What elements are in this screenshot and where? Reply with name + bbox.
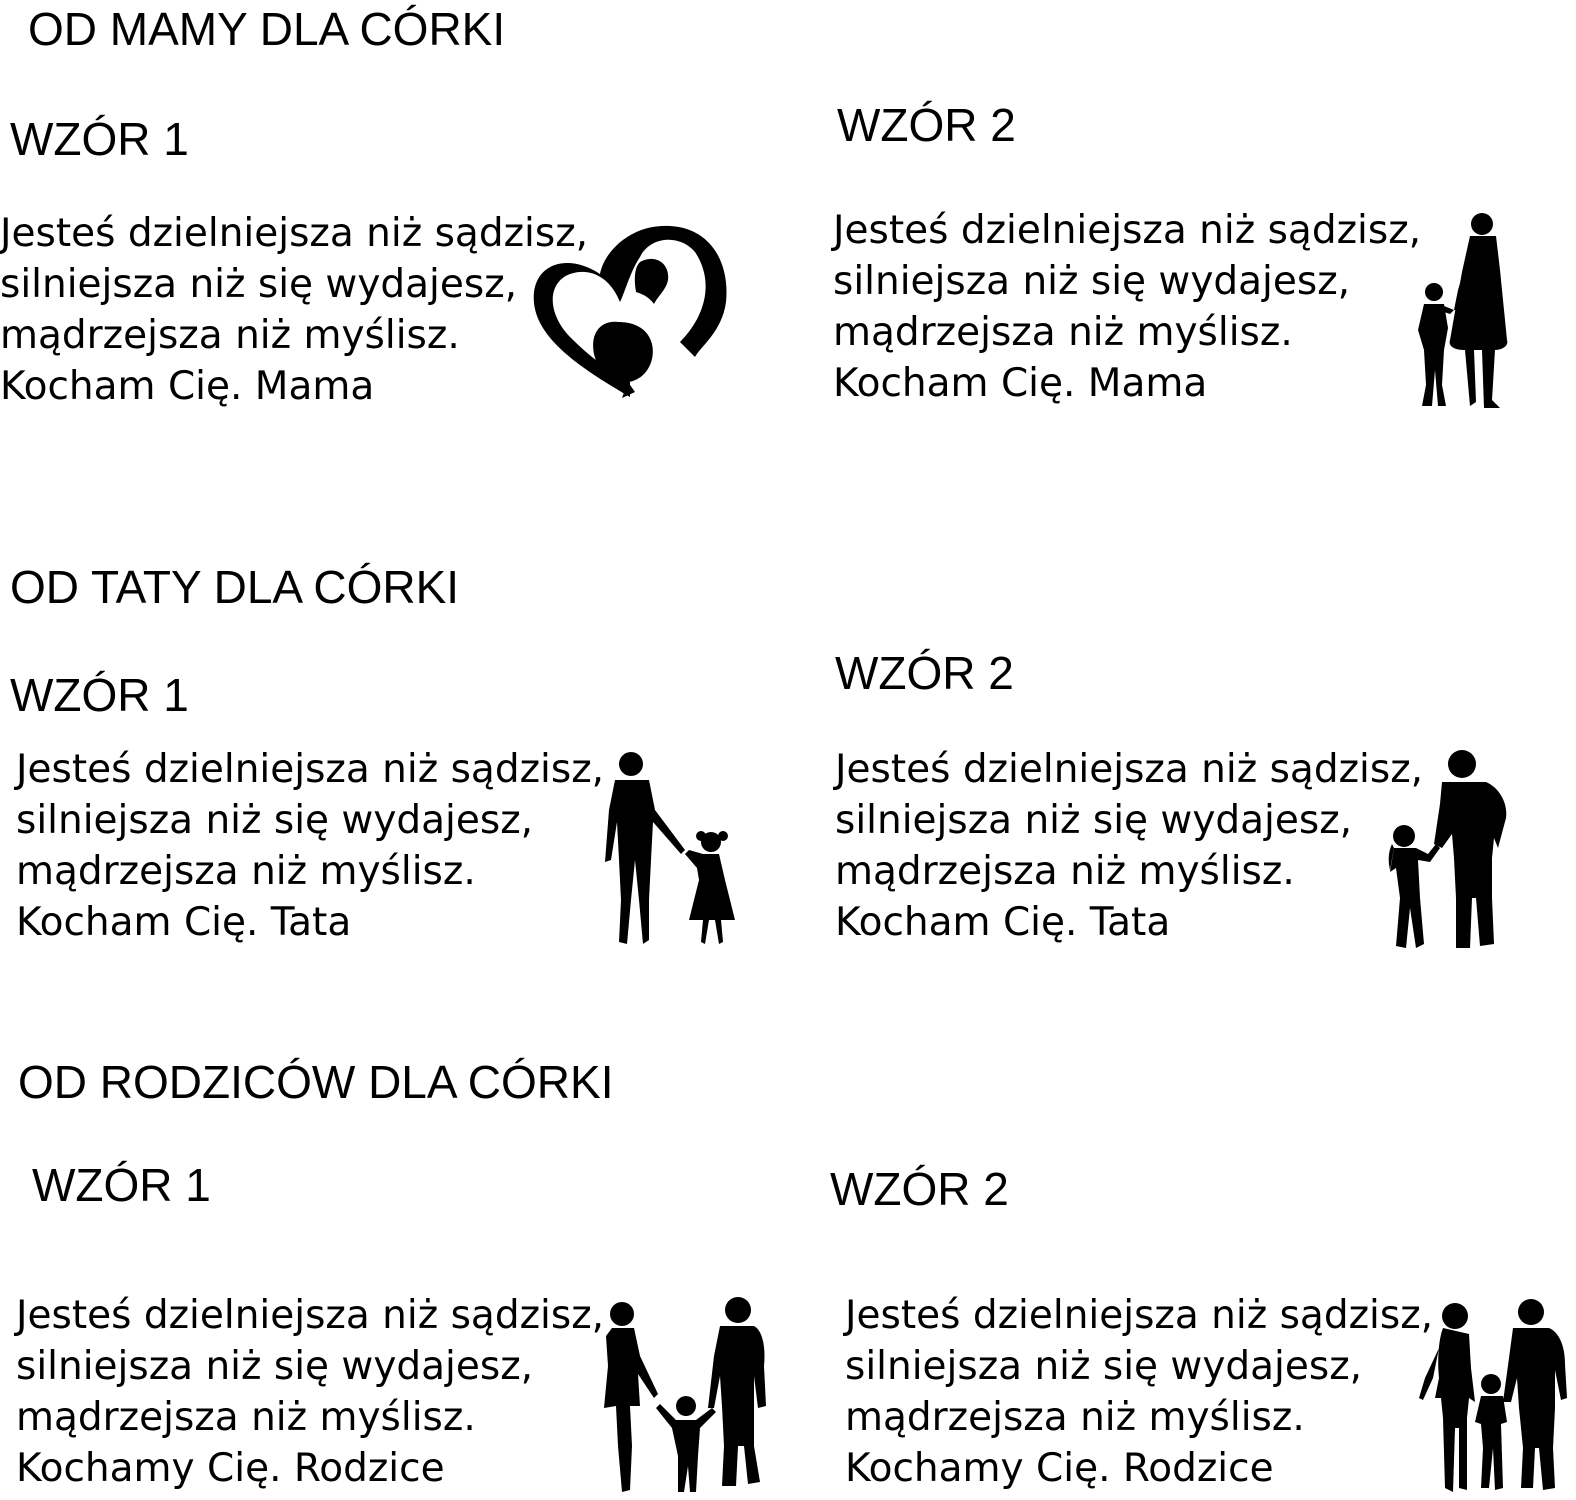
dedication-line: mądrzejsza niż myślisz. [845, 1395, 1305, 1440]
pattern-label: WZÓR 2 [830, 1163, 1009, 1215]
dedication-line: Kochamy Cię. Rodzice [16, 1446, 445, 1491]
dedication-line: Kocham Cię. Tata [835, 900, 1171, 945]
pattern-label: WZÓR 1 [32, 1159, 211, 1211]
dedication-line: silniejsza niż się wydajesz, [16, 1344, 534, 1389]
dedication-line: Kocham Cię. Mama [833, 361, 1208, 406]
dedication-line: mądrzejsza niż myślisz. [16, 1395, 476, 1440]
dedication-line: silniejsza niż się wydajesz, [845, 1344, 1363, 1389]
section-title-mama: OD MAMY DLA CÓRKI [28, 3, 506, 55]
dedication-line: silniejsza niż się wydajesz, [833, 259, 1351, 304]
section-title-tata: OD TATY DLA CÓRKI [10, 561, 460, 613]
dedication-line: Jesteś dzielniejsza niż sądzisz, [16, 747, 605, 792]
dedication-line: mądrzejsza niż myślisz. [833, 310, 1293, 355]
dedication-line: mądrzejsza niż myślisz. [0, 313, 460, 358]
dedication-line: mądrzejsza niż myślisz. [16, 849, 476, 894]
dedication-line: mądrzejsza niż myślisz. [835, 849, 1295, 894]
dedication-line: Kocham Cię. Tata [16, 900, 352, 945]
dedication-text [16, 1290, 604, 1494]
pattern-label: WZÓR 2 [835, 647, 1014, 699]
parents-daughter-holding-hands-icon [600, 1296, 772, 1494]
dedication-line: Kochamy Cię. Rodzice [845, 1446, 1274, 1491]
dedication-line: Jesteś dzielniejsza niż sądzisz, [0, 211, 589, 256]
dedication-text [835, 744, 1423, 948]
section-title-rodzice: OD RODZICÓW DLA CÓRKI [18, 1056, 614, 1108]
dedication-line: silniejsza niż się wydajesz, [0, 262, 518, 307]
dedication-line: silniejsza niż się wydajesz, [835, 798, 1353, 843]
dedication-line: Jesteś dzielniejsza niż sądzisz, [835, 747, 1424, 792]
dedication-line: Kocham Cię. Mama [0, 364, 375, 409]
dedication-line: Jesteś dzielniejsza niż sądzisz, [833, 208, 1422, 253]
father-daughter-walking-icon [1382, 748, 1512, 954]
dedication-text [833, 205, 1421, 409]
dedication-line: Jesteś dzielniejsza niż sądzisz, [845, 1293, 1434, 1338]
dedication-text [845, 1290, 1433, 1494]
dedication-line: Jesteś dzielniejsza niż sądzisz, [16, 1293, 605, 1338]
mother-child-heart-icon [530, 222, 730, 402]
father-daughter-holding-hands-icon [605, 750, 740, 948]
pattern-label: WZÓR 1 [10, 113, 189, 165]
dedication-text [0, 208, 588, 412]
parents-child-walking-icon [1415, 1298, 1575, 1496]
dedication-line: silniejsza niż się wydajesz, [16, 798, 534, 843]
pattern-label: WZÓR 2 [837, 99, 1016, 151]
pattern-label: WZÓR 1 [10, 669, 189, 721]
dedication-text [16, 744, 604, 948]
mother-daughter-walking-icon [1410, 210, 1515, 412]
